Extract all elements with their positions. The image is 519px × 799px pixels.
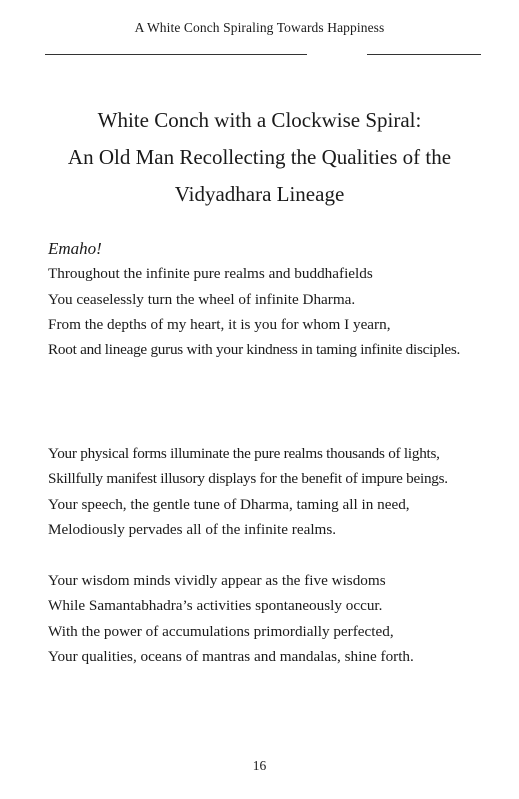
verse-line: Your physical forms illuminate the pure realms thousands of lights, — [48, 445, 440, 462]
verse-line: From the depths of my heart, it is you for whom I yearn, — [48, 315, 391, 333]
verse-line: Throughout the infinite pure realms and buddhafields — [48, 265, 373, 283]
stanza-2 — [48, 441, 498, 542]
rule-gap — [307, 53, 367, 57]
stanza-1 — [48, 236, 498, 362]
verse-line: Skillfully manifest illusory displays for the benefit of impure beings. — [48, 470, 448, 488]
verse-line: You ceaselessly turn the wheel of infinite Dharma. — [48, 290, 356, 308]
verse-line: While Samantabhadra’s activities spontaneously occur. — [48, 597, 383, 615]
header-rule — [45, 54, 481, 55]
title-line-3: Vidyadhara Lineage — [174, 182, 345, 206]
verse-line: Melodiously pervades all of the infinite realms. — [48, 520, 337, 538]
verse-line: Root and lineage gurus with your kindness in taming infinite disciples. — [48, 341, 461, 359]
chapter-title — [0, 102, 519, 213]
verse-line: Your wisdom minds vividly appear as the five wisdoms — [48, 572, 386, 589]
verse-line: Your speech, the gentle tune of Dharma, taming all in need, — [48, 495, 410, 513]
verse-line: Your qualities, oceans of mantras and mandalas, shine forth. — [48, 647, 414, 665]
verse-line: With the power of accumulations primordially perfected, — [48, 622, 394, 640]
stanza-3 — [48, 568, 498, 669]
title-line-1: White Conch with a Clockwise Spiral: — [97, 108, 422, 132]
running-head: A White Conch Spiraling Towards Happiness — [134, 20, 385, 35]
page-number: 16 — [252, 758, 267, 773]
exclamation: Emaho! — [48, 239, 102, 258]
title-line-2: An Old Man Recollecting the Qualities of the — [67, 145, 452, 169]
